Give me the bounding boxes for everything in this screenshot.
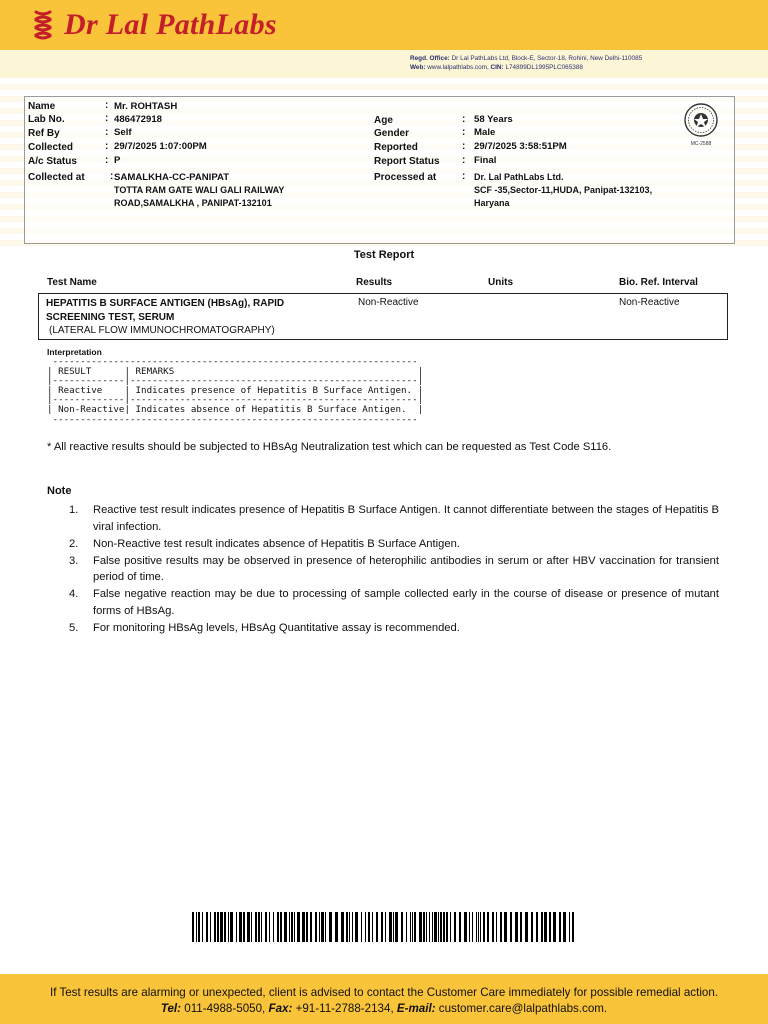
test-name: HEPATITIS B SURFACE ANTIGEN (HBsAg), RAPID SCREENING TEST, SERUM — [46, 298, 285, 323]
barcode-bar — [289, 912, 290, 942]
barcode-bar — [220, 912, 223, 942]
barcode-bar — [459, 912, 461, 942]
barcode-bar — [541, 912, 543, 942]
list-item: 1. Reactive test result indicates presence of Hepatitis B Surface Antigen. It cannot differentiate between the stages of Hepatitis B viral infection. — [69, 504, 719, 533]
col-results: Results — [356, 277, 393, 288]
barcode-bar — [315, 912, 317, 942]
footer-contact: Tel: 011-4988-5050, Fax: +91-11-2788-2134, E-mail: customer.care@lalpathlabs.com. — [160, 1002, 608, 1015]
collected-datetime: 29/7/2025 1:07:00PM — [114, 141, 207, 152]
label-reported: Reported — [374, 142, 418, 153]
barcode-bar — [291, 912, 293, 942]
barcode-bar — [454, 912, 456, 942]
barcode-bar — [438, 912, 439, 942]
barcode-bar — [261, 912, 262, 942]
barcode-bar — [476, 912, 477, 942]
col-ref-interval: Bio. Ref. Interval — [619, 277, 698, 288]
barcode-bar — [368, 912, 370, 942]
barcode-bar — [273, 912, 274, 942]
barcode-bar — [376, 912, 378, 942]
dna-logo-icon — [33, 10, 53, 42]
label-collected: Collected — [28, 142, 74, 153]
note-list — [47, 502, 719, 637]
barcode-bar — [372, 912, 373, 942]
barcode-bar — [414, 912, 416, 942]
processed-at-line2: SCF -35,Sector-11,HUDA, Panipat-132103, — [474, 185, 653, 195]
test-result: Non-Reactive — [358, 297, 419, 308]
barcode-bar — [251, 912, 252, 942]
processed-at-line3: Haryana — [474, 198, 510, 208]
barcode-bar — [349, 912, 350, 942]
interpretation-label: Interpretation — [47, 347, 102, 357]
barcode-bar — [365, 912, 366, 942]
brand-logo-text: Dr Lal PathLabs — [64, 8, 277, 41]
barcode-bar — [294, 912, 295, 942]
barcode-bar — [472, 912, 473, 942]
footnote: * All reactive results should be subjected to HBsAg Neutralization test which can be requested as Test Code S116. — [47, 441, 612, 453]
barcode-bar — [536, 912, 538, 942]
barcode-bar — [520, 912, 522, 942]
barcode-bar — [258, 912, 260, 942]
label-collected-at: Collected at — [28, 172, 85, 183]
barcode-bar — [255, 912, 257, 942]
barcode-bar — [217, 912, 219, 942]
barcode-bar — [206, 912, 208, 942]
barcode-bar — [385, 912, 386, 942]
barcode-bar — [319, 912, 320, 942]
barcode-bar — [325, 912, 326, 942]
processed-at-line1: Dr. Lal PathLabs Ltd. — [474, 172, 564, 182]
barcode-bar — [297, 912, 300, 942]
col-test-name: Test Name — [47, 277, 97, 288]
footer-advisory: If Test results are alarming or unexpected, client is advised to contact the Customer Care immediately for possible remedial action. — [49, 986, 719, 999]
col-units: Units — [488, 277, 513, 288]
barcode-bar — [214, 912, 216, 942]
collected-at-line2: TOTTA RAM GATE WALI GALI RAILWAY — [114, 185, 285, 195]
barcode-bar — [500, 912, 502, 942]
list-item: 2. Non-Reactive test result indicates absence of Hepatitis B Surface Antigen. — [69, 537, 460, 550]
patient-gender: Male — [474, 127, 496, 138]
barcode-bar — [464, 912, 467, 942]
barcode — [192, 912, 578, 942]
barcode-bar — [446, 912, 448, 942]
barcode-bar — [432, 912, 433, 942]
svg-text:MC-2588: MC-2588 — [690, 141, 712, 147]
barcode-bar — [310, 912, 312, 942]
barcode-bar — [563, 912, 566, 942]
barcode-bar — [389, 912, 392, 942]
barcode-bar — [341, 912, 344, 942]
barcode-bar — [492, 912, 494, 942]
barcode-bar — [395, 912, 398, 942]
list-item: 4. False negative reaction may be due to processing of sample collected early in the course of disease or presence of mutant forms of HBsAg. — [69, 588, 719, 617]
barcode-bar — [483, 912, 485, 942]
barcode-bar — [329, 912, 332, 942]
barcode-bar — [236, 912, 237, 942]
barcode-bar — [496, 912, 497, 942]
regd-office-info: Regd. Office: Dr Lal PathLabs Ltd, Block-E, Sector-18, Rohini, New Delhi-110085 Web: www.lalpathlabs.com, CIN: L74899DL1995PLC065388 — [410, 55, 643, 71]
barcode-bar — [406, 912, 407, 942]
patient-age: 58 Years — [474, 114, 513, 125]
barcode-bar — [569, 912, 570, 942]
report-title: Test Report — [353, 249, 415, 261]
barcode-bar — [239, 912, 242, 942]
list-item: 3. False positive results may be observed in presence of heterophilic antibodies in serum or after HBV vaccination for transient period of time. — [69, 554, 719, 583]
barcode-bar — [224, 912, 226, 942]
barcode-bar — [443, 912, 445, 942]
interpretation-table: ------------------------------------------------------------------ | RESULT | REMARKS | |-------------|----------------------------------------------------| | Reactive | Indicates presence of Hepatitis B Surface Antigen. | |-------------|----------------------------------------------------| | Non-Reactive| Indicates absence of Hepatitis B Surface Antigen. | ------------------------------------------------------------------ — [47, 356, 424, 425]
barcode-bar — [302, 912, 305, 942]
list-item: 5. For monitoring HBsAg levels, HBsAg Quantitative assay is recommended. — [69, 621, 460, 634]
barcode-bar — [321, 912, 324, 942]
barcode-bar — [284, 912, 287, 942]
barcode-bar — [247, 912, 250, 942]
barcode-bar — [504, 912, 507, 942]
ac-status: P — [114, 155, 121, 166]
barcode-bar — [352, 912, 353, 942]
test-ref-interval: Non-Reactive — [619, 297, 680, 308]
barcode-bar — [280, 912, 282, 942]
collected-at-line3: ROAD,SAMALKHA , PANIPAT-132101 — [114, 198, 272, 208]
barcode-bar — [525, 912, 528, 942]
barcode-bar — [230, 912, 233, 942]
barcode-bar — [228, 912, 229, 942]
label-lab-no: Lab No. — [28, 114, 65, 125]
label-name: Name — [28, 101, 56, 112]
ref-by: Self — [114, 127, 132, 138]
barcode-bar — [202, 912, 203, 942]
label-ref-by: Ref By — [28, 128, 60, 139]
barcode-bar — [423, 912, 425, 942]
lab-number: 486472918 — [114, 114, 163, 125]
barcode-bar — [553, 912, 556, 942]
barcode-bar — [196, 912, 197, 942]
barcode-bar — [544, 912, 547, 942]
barcode-bar — [480, 912, 481, 942]
barcode-bar — [335, 912, 338, 942]
collected-at-line1: SAMALKHA-CC-PANIPAT — [114, 172, 230, 183]
test-method: (LATERAL FLOW IMMUNOCHROMATOGRAPHY) — [49, 325, 275, 336]
barcode-bar — [429, 912, 430, 942]
footer-band — [0, 974, 768, 1024]
label-age: Age — [374, 115, 393, 126]
barcode-bar — [192, 912, 194, 942]
barcode-bar — [381, 912, 383, 942]
barcode-bar — [549, 912, 551, 942]
barcode-bar — [198, 912, 200, 942]
header-subband — [0, 50, 768, 78]
barcode-bar — [559, 912, 561, 942]
label-report-status: Report Status — [374, 156, 440, 167]
label-gender: Gender — [374, 128, 410, 139]
barcode-bar — [412, 912, 413, 942]
barcode-bar — [410, 912, 411, 942]
barcode-bar — [469, 912, 470, 942]
barcode-bar — [426, 912, 427, 942]
barcode-bar — [243, 912, 245, 942]
barcode-bar — [361, 912, 362, 942]
barcode-bar — [265, 912, 267, 942]
barcode-bar — [269, 912, 270, 942]
barcode-bar — [434, 912, 437, 942]
barcode-bar — [510, 912, 512, 942]
reported-datetime: 29/7/2025 3:58:51PM — [474, 141, 567, 152]
barcode-bar — [450, 912, 451, 942]
barcode-bar — [210, 912, 211, 942]
barcode-bar — [531, 912, 533, 942]
barcode-bar — [401, 912, 403, 942]
accreditation-seal-icon — [681, 102, 721, 148]
barcode-bar — [393, 912, 394, 942]
barcode-bar — [306, 912, 308, 942]
barcode-bar — [487, 912, 489, 942]
barcode-bar — [478, 912, 479, 942]
barcode-bar — [515, 912, 518, 942]
barcode-bar — [572, 912, 574, 942]
report-status: Final — [474, 155, 497, 166]
barcode-bar — [355, 912, 358, 942]
barcode-bar — [440, 912, 442, 942]
label-processed-at: Processed at — [374, 172, 437, 183]
label-ac-status: A/c Status — [28, 156, 77, 167]
barcode-bar — [419, 912, 422, 942]
barcode-bar — [277, 912, 279, 942]
note-title: Note — [47, 485, 72, 497]
patient-name: Mr. ROHTASH — [114, 101, 178, 112]
barcode-bar — [346, 912, 348, 942]
